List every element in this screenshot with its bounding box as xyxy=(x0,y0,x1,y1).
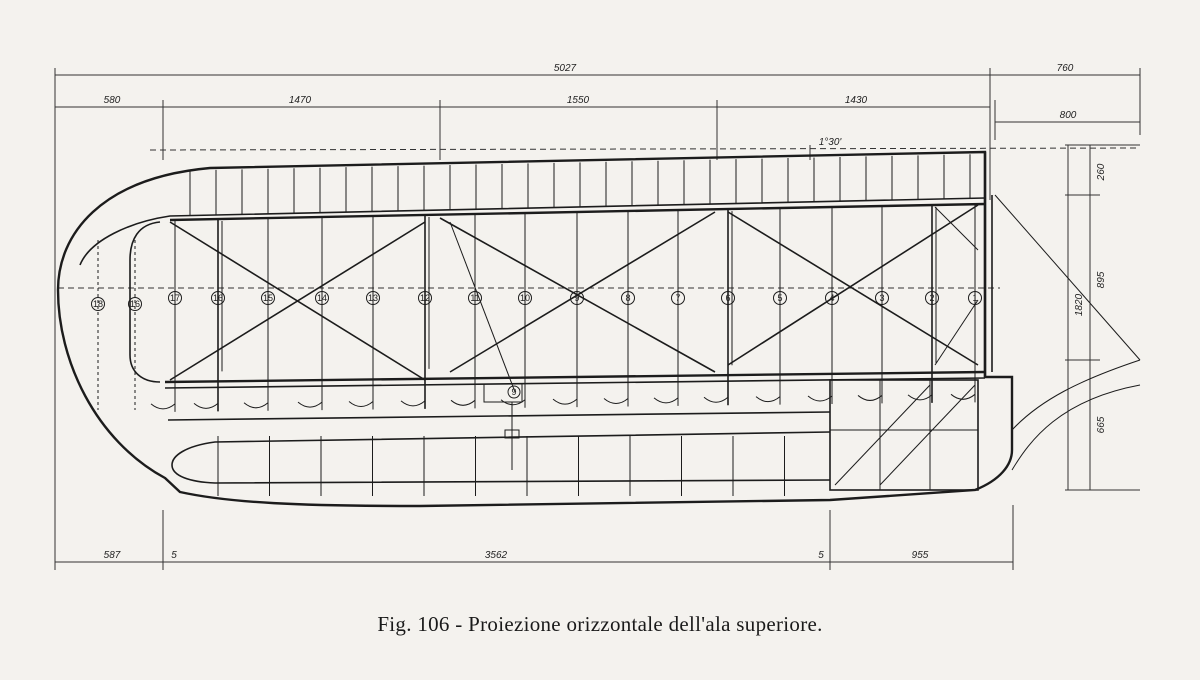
dim-bay-2: 1550 xyxy=(566,95,590,106)
trailing-edge-scallop xyxy=(194,403,218,408)
dim-tip-bay: 580 xyxy=(103,95,121,106)
rib-number-label: 7 xyxy=(675,293,681,303)
trailing-edge-scallop xyxy=(401,401,425,406)
trailing-edge-scallop xyxy=(298,402,322,407)
dim-bay-1: 1470 xyxy=(288,95,312,106)
fitting-detail xyxy=(484,384,522,470)
dim-overall-span: 5027 xyxy=(553,63,577,74)
dim-sweep-angle: 1°30' xyxy=(818,137,842,148)
dim-bottom-main: 3562 xyxy=(484,550,508,561)
rib-number-label: 10 xyxy=(519,293,531,303)
trailing-edge-scallop xyxy=(654,398,678,403)
figure-caption: Fig. 106 - Proiezione orizzontale dell'ala superiore. xyxy=(377,612,823,636)
dim-bottom-tip: 587 xyxy=(103,550,121,561)
dim-bottom-gap-right: 5 xyxy=(818,550,824,561)
dim-total-chord: 1820 xyxy=(1074,293,1085,317)
rib-number-label: 14 xyxy=(316,293,328,303)
rib-number-label: 17 xyxy=(169,293,181,303)
trailing-edge-scallop xyxy=(858,395,882,400)
rib-number-label: 11 xyxy=(470,293,480,303)
rib-number-label: 5 xyxy=(777,293,783,303)
trailing-edge-scallop xyxy=(604,398,628,403)
rib-number-label: 15 xyxy=(262,293,274,303)
rib-number-label: 8 xyxy=(625,293,631,303)
rib-number-label: 6 xyxy=(725,293,731,303)
trailing-edge-scallop xyxy=(704,397,728,402)
trailing-edge-scallop xyxy=(553,399,577,404)
wing-outline xyxy=(58,152,1012,506)
rib-number-labels xyxy=(92,292,982,311)
dim-root-width: 800 xyxy=(1059,110,1077,121)
dim-bay-3: 1430 xyxy=(844,95,868,106)
rib-number-label: 9 xyxy=(574,293,580,303)
trailing-edge-scallop xyxy=(951,394,975,399)
rib-number-label: 16 xyxy=(129,299,141,309)
rib-number-label: 3 xyxy=(879,293,885,303)
aileron-ribs xyxy=(218,380,978,496)
dim-spar-box-depth: 895 xyxy=(1096,271,1107,289)
trailing-edge-scallop xyxy=(151,404,175,409)
trailing-edge-scallop xyxy=(349,402,373,407)
fitting-label: 9 xyxy=(511,387,517,397)
rib-number-label: 16 xyxy=(212,293,224,303)
dim-bottom-gap-left: 5 xyxy=(171,550,177,561)
rib-number-label: 12 xyxy=(419,293,431,303)
dim-leading-edge-depth: 260 xyxy=(1096,163,1107,181)
trailing-edge-scallop xyxy=(808,396,832,401)
trailing-edge-scallop xyxy=(451,400,475,405)
rib-number-label: 13 xyxy=(367,293,379,303)
drag-bracing xyxy=(170,195,1140,485)
dim-aileron-depth: 665 xyxy=(1096,416,1107,434)
dimension-labels xyxy=(104,63,1107,561)
rib-number-label: 1 xyxy=(972,293,978,303)
dim-tip-extension: 760 xyxy=(1056,63,1074,74)
trailing-edge-scallop xyxy=(244,403,268,408)
rib-number-label: 4 xyxy=(829,293,835,303)
dim-bottom-aileron: 955 xyxy=(911,550,929,561)
rib-number-label: 18 xyxy=(92,299,104,309)
rib-number-label: 2 xyxy=(929,293,935,303)
trailing-edge-scallop xyxy=(756,397,780,402)
